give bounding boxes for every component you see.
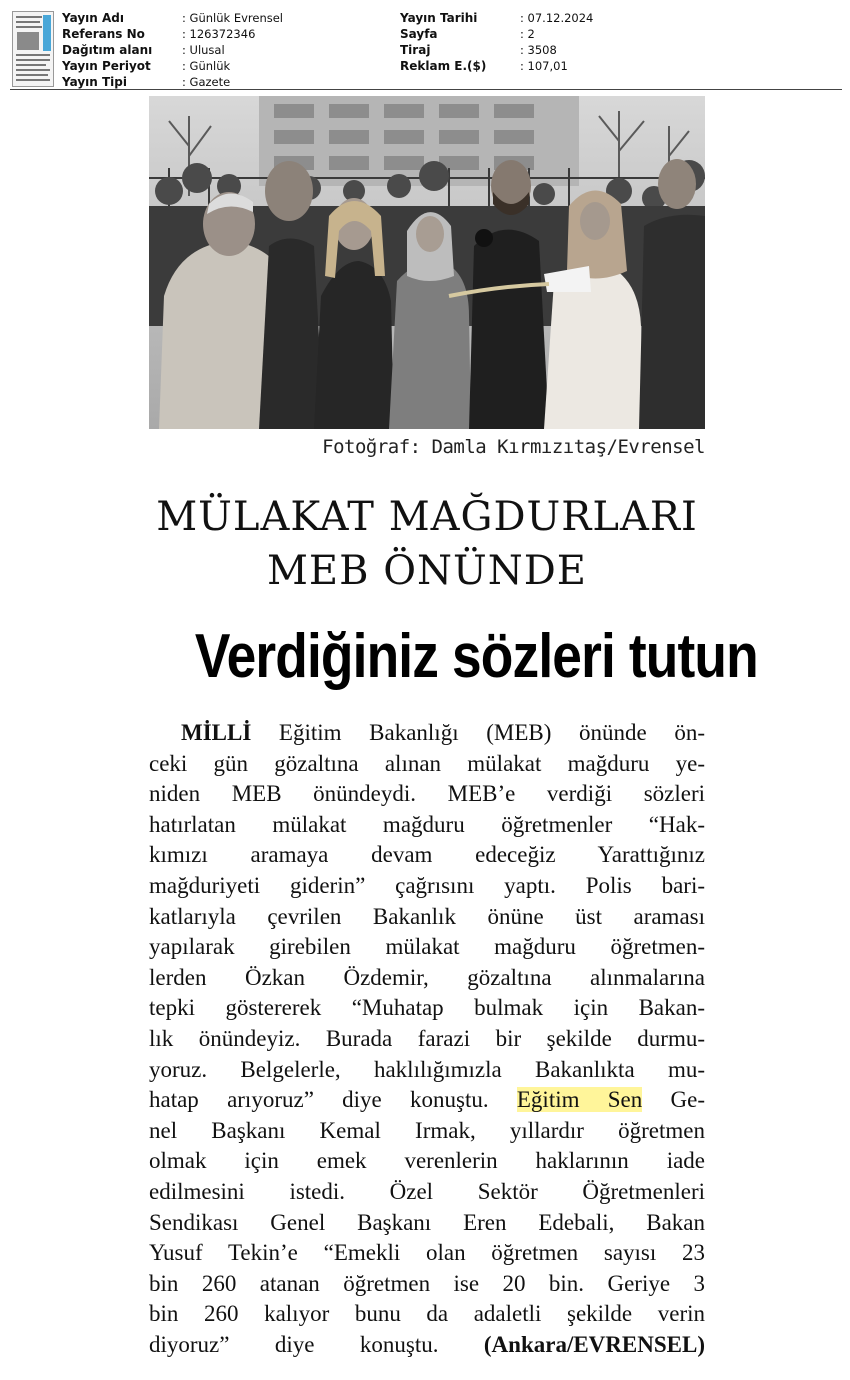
body-line bbox=[149, 718, 705, 749]
article-body bbox=[149, 718, 705, 1360]
meta-value: : Gazete bbox=[182, 75, 231, 89]
photo-illustration bbox=[149, 96, 705, 429]
newspaper-thumbnail[interactable] bbox=[12, 11, 54, 87]
body-line: tepki göstererek “Muhatap bulmak için Bakan- bbox=[149, 995, 705, 1021]
meta-value: : 126372346 bbox=[182, 27, 256, 41]
body-line: yoruz. Belgelerle, haklılığımızla Bakanlıkta mu- bbox=[149, 1056, 705, 1082]
body-line: bin 260 kalıyor bunu da adaletli şekilde verin bbox=[149, 1301, 705, 1327]
meta-value: : 2 bbox=[520, 27, 535, 41]
body-line: lerden Özkan Özdemir, gözaltına alınmalarına bbox=[149, 964, 705, 990]
headline-text: Verdiğiniz sözleri tutun bbox=[194, 622, 758, 691]
drop-word: MİLLİ bbox=[181, 720, 252, 745]
meta-value: : Ulusal bbox=[182, 43, 225, 57]
headline bbox=[149, 612, 758, 702]
photo-caption: Fotoğraf: Damla Kırmızıtaş/Evrensel bbox=[322, 436, 705, 458]
body-line: bin 260 atanan öğretmen ise 20 bin. Geriye 3 bbox=[149, 1270, 705, 1296]
body-line bbox=[149, 1330, 705, 1361]
kicker-line-2: MEB ÖNÜNDE bbox=[266, 548, 588, 594]
meta-key: Referans No bbox=[62, 27, 145, 41]
meta-key: Dağıtım alanı bbox=[62, 43, 153, 57]
meta-value: : Günlük Evrensel bbox=[182, 11, 283, 25]
body-line: Yusuf Tekin’e “Emekli olan öğretmen sayısı 23 bbox=[149, 1240, 705, 1266]
article-signature: (Ankara/EVRENSEL) bbox=[483, 1331, 705, 1357]
meta-key: Yayın Periyot bbox=[62, 59, 151, 73]
meta-key: Sayfa bbox=[400, 27, 438, 41]
body-line: hatırlatan mülakat mağduru öğretmenler “Hak- bbox=[149, 811, 705, 837]
body-line: yapılarak girebilen mülakat mağduru öğretmen- bbox=[149, 934, 705, 960]
body-line-text: Eğitim Bakanlığı (MEB) önünde ön- bbox=[251, 720, 705, 745]
meta-value: : Günlük bbox=[182, 59, 231, 73]
meta-value: : 07.12.2024 bbox=[520, 11, 594, 25]
meta-key: Tiraj bbox=[400, 43, 431, 57]
meta-key: Yayın Tarihi bbox=[400, 11, 478, 25]
clipping-header bbox=[10, 8, 842, 90]
body-line: lık önündeyiz. Burada farazi bir şekilde durmu- bbox=[149, 1025, 705, 1051]
body-line: edilmesini istedi. Özel Sektör Öğretmenleri bbox=[149, 1178, 705, 1204]
body-line: katlarıyla çevrilen Bakanlık önüne üst araması bbox=[149, 903, 705, 929]
body-line: nel Başkanı Kemal Irmak, yıllardır öğretmen bbox=[149, 1117, 705, 1143]
protest-photo bbox=[149, 96, 705, 429]
kicker-line-1: MÜLAKAT MAĞDURLARI bbox=[156, 494, 698, 540]
body-line bbox=[149, 1085, 705, 1116]
body-line-text: diyoruz” diye konuştu. bbox=[149, 1331, 484, 1357]
body-line: kımızı aramaya devam edeceğiz Yarattığınız bbox=[149, 842, 705, 868]
meta-key: Yayın Adı bbox=[62, 11, 124, 25]
body-line: Sendikası Genel Başkanı Eren Edebali, Bakan bbox=[149, 1209, 705, 1235]
meta-value: : 107,01 bbox=[520, 59, 568, 73]
body-line-text: hatap arıyoruz” diye konuştu. bbox=[149, 1087, 517, 1113]
meta-value: : 3508 bbox=[520, 43, 557, 57]
body-line: olmak için emek verenlerin haklarının iade bbox=[149, 1148, 705, 1174]
meta-key: Yayın Tipi bbox=[62, 75, 127, 89]
highlighted-keyword: Eğitim Sen bbox=[516, 1087, 643, 1113]
body-line: niden MEB önündeydi. MEB’e verdiği sözleri bbox=[149, 781, 705, 807]
body-line: mağduriyeti giderin” çağrısını yaptı. Polis bari- bbox=[149, 872, 705, 898]
meta-key: Reklam E.($) bbox=[400, 59, 487, 73]
body-line: ceki gün gözaltına alınan mülakat mağduru ye- bbox=[149, 750, 705, 776]
body-line-text: Ge- bbox=[642, 1087, 705, 1113]
